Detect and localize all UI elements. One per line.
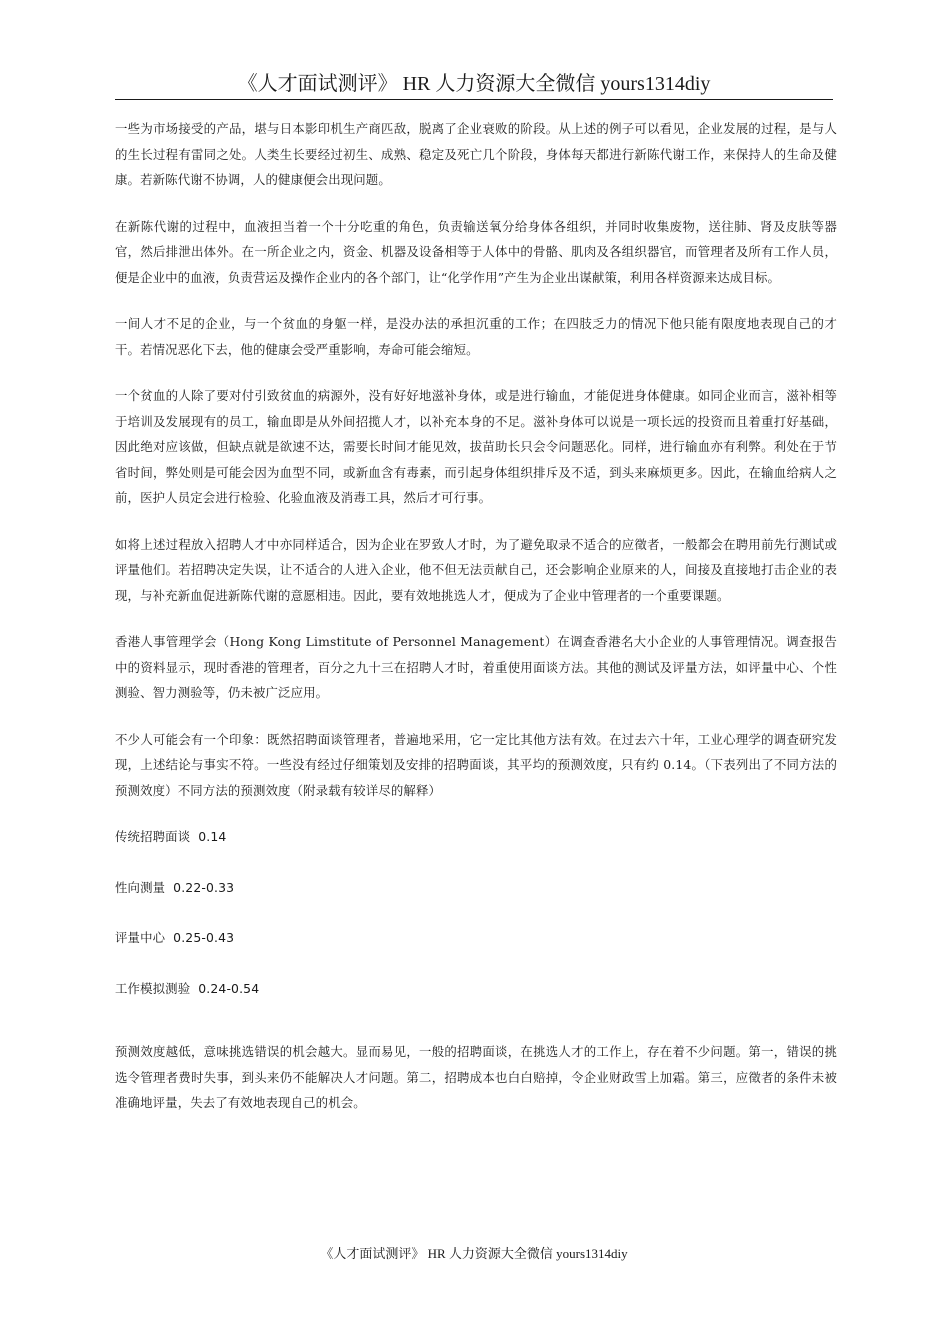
page-header: 《人才面试测评》 HR 人力资源大全微信 yours1314diy xyxy=(115,70,833,100)
paragraph-5: 如将上述过程放入招聘人才中亦同样适合，因为企业在罗致人才时，为了避免取录不适合的应徵者，一般都会在聘用前先行测试或评量他们。若招聘决定失误，让不适合的人进入企业，他不但无法贡献自己，还会影响企业原来的人，间接及直接地打击企业的表现，与补充新血促进新陈代谢的意愿相违。因此，要有效地挑选人才，便成为了企业中管理者的一个重要课题。 xyxy=(115,536,837,603)
method-row-aptitude xyxy=(115,875,837,901)
closing-paragraph: 预测效度越低，意味挑选错误的机会越大。显而易见，一般的招聘面谈，在挑选人才的工作上，存在着不少问题。第一，错误的挑选令管理者费时失事，到头来仍不能解决人才问题。第二，招聘成本也白白赔掉，令企业财政雪上加霜。第三，应徵者的条件未被准确地评量，失去了有效地表现自己的机会。 xyxy=(115,1044,837,1110)
paragraph-4: 一个贫血的人除了要对付引致贫血的病源外，没有好好地滋补身体，或是进行输血，才能促进身体健康。如同企业而言，滋补相等于培训及发展现有的员工，输血即是从外间招揽人才，以补充本身的不足。滋补身体可以说是一项长远的投资而且着重打好基础，因此绝对应该做，但缺点就是欲速不达，需要长时间才能见效，拔苗助长只会令问题恶化。同样，进行输血亦有利弊。利处在于节省时间，弊处则是可能会因为血型不同，或新血含有毒素，而引起身体组织排斥及不适，到头来麻烦更多。因此，在输血给病人之前，医护人员定会进行检验、化验血液及消毒工具，然后才可行事。 xyxy=(115,388,837,505)
method-name: 传统招聘面谈 xyxy=(115,829,191,844)
method-validity: 0.25-0.43 xyxy=(173,930,235,945)
page-footer: 《人才面试测评》 HR 人力资源大全微信 yours1314diy xyxy=(320,1246,628,1261)
method-row-interview xyxy=(115,824,837,850)
paragraph-6: 香港人事管理学会（Hong Kong Limstitute of Personnel Management）在调查香港名大小企业的人事管理情况。调查报告中的资料显示，现时香港的管理者，百分之九十三在招聘人才时，着重使用面谈方法。其他的测试及评量方法，如评量中心、个性测验、智力测验等，仍未被广泛应用。 xyxy=(115,634,837,700)
document-body xyxy=(115,116,837,1137)
paragraph-3: 一间人才不足的企业，与一个贫血的身躯一样，是没办法的承担沉重的工作；在四肢乏力的情况下他只能有限度地表现自己的才干。若情况恶化下去，他的健康会受严重影响，寿命可能会缩短。 xyxy=(115,316,837,357)
method-validity: 0.14 xyxy=(198,829,227,844)
paragraph-1: 一些为市场接受的产品，堪与日本影印机生产商匹敌，脱离了企业衰败的阶段。从上述的例子可以看见，企业发展的过程，是与人的生长过程有雷同之处。人类生长要经过初生、成熟、稳定及死亡几个阶段，身体每天都进行新陈代谢工作，来保持人的生命及健康。若新陈代谢不协调，人的健康便会出现问题。 xyxy=(115,121,837,187)
method-name: 性向测量 xyxy=(115,879,166,895)
paragraph-2: 在新陈代谢的过程中，血液担当着一个十分吃重的角色，负责输送氧分给身体各组织，并同时收集废物，送往肺、肾及皮肤等器官，然后排泄出体外。在一所企业之内，资金、机器及设备相等于人体中的骨骼、肌肉及各组织器官，而管理者及所有工作人员，便是企业中的血液，负责营运及操作企业内的各个部门，让“化学作用”产生为企业出谋献策，利用各样资源来达成目标。 xyxy=(115,218,837,285)
method-name: 评量中心 xyxy=(115,930,166,945)
method-row-work-simulation xyxy=(115,976,837,1002)
paragraph-7: 不少人可能会有一个印象：既然招聘面谈管理者，普遍地采用，它一定比其他方法有效。在过去六十年，工业心理学的调查研究发现，上述结论与事实不符。一些没有经过仔细策划及安排的招聘面谈，其平均的预测效度，只有约 0.14。（下表列出了不同方法的预测效度）不同方法的预测效度（附录载有较详尽的解释） xyxy=(115,731,837,798)
method-validity: 0.24-0.54 xyxy=(198,980,260,996)
method-row-assessment-center xyxy=(115,925,837,951)
method-name: 工作模拟测验 xyxy=(115,980,191,996)
method-validity: 0.22-0.33 xyxy=(173,879,235,895)
